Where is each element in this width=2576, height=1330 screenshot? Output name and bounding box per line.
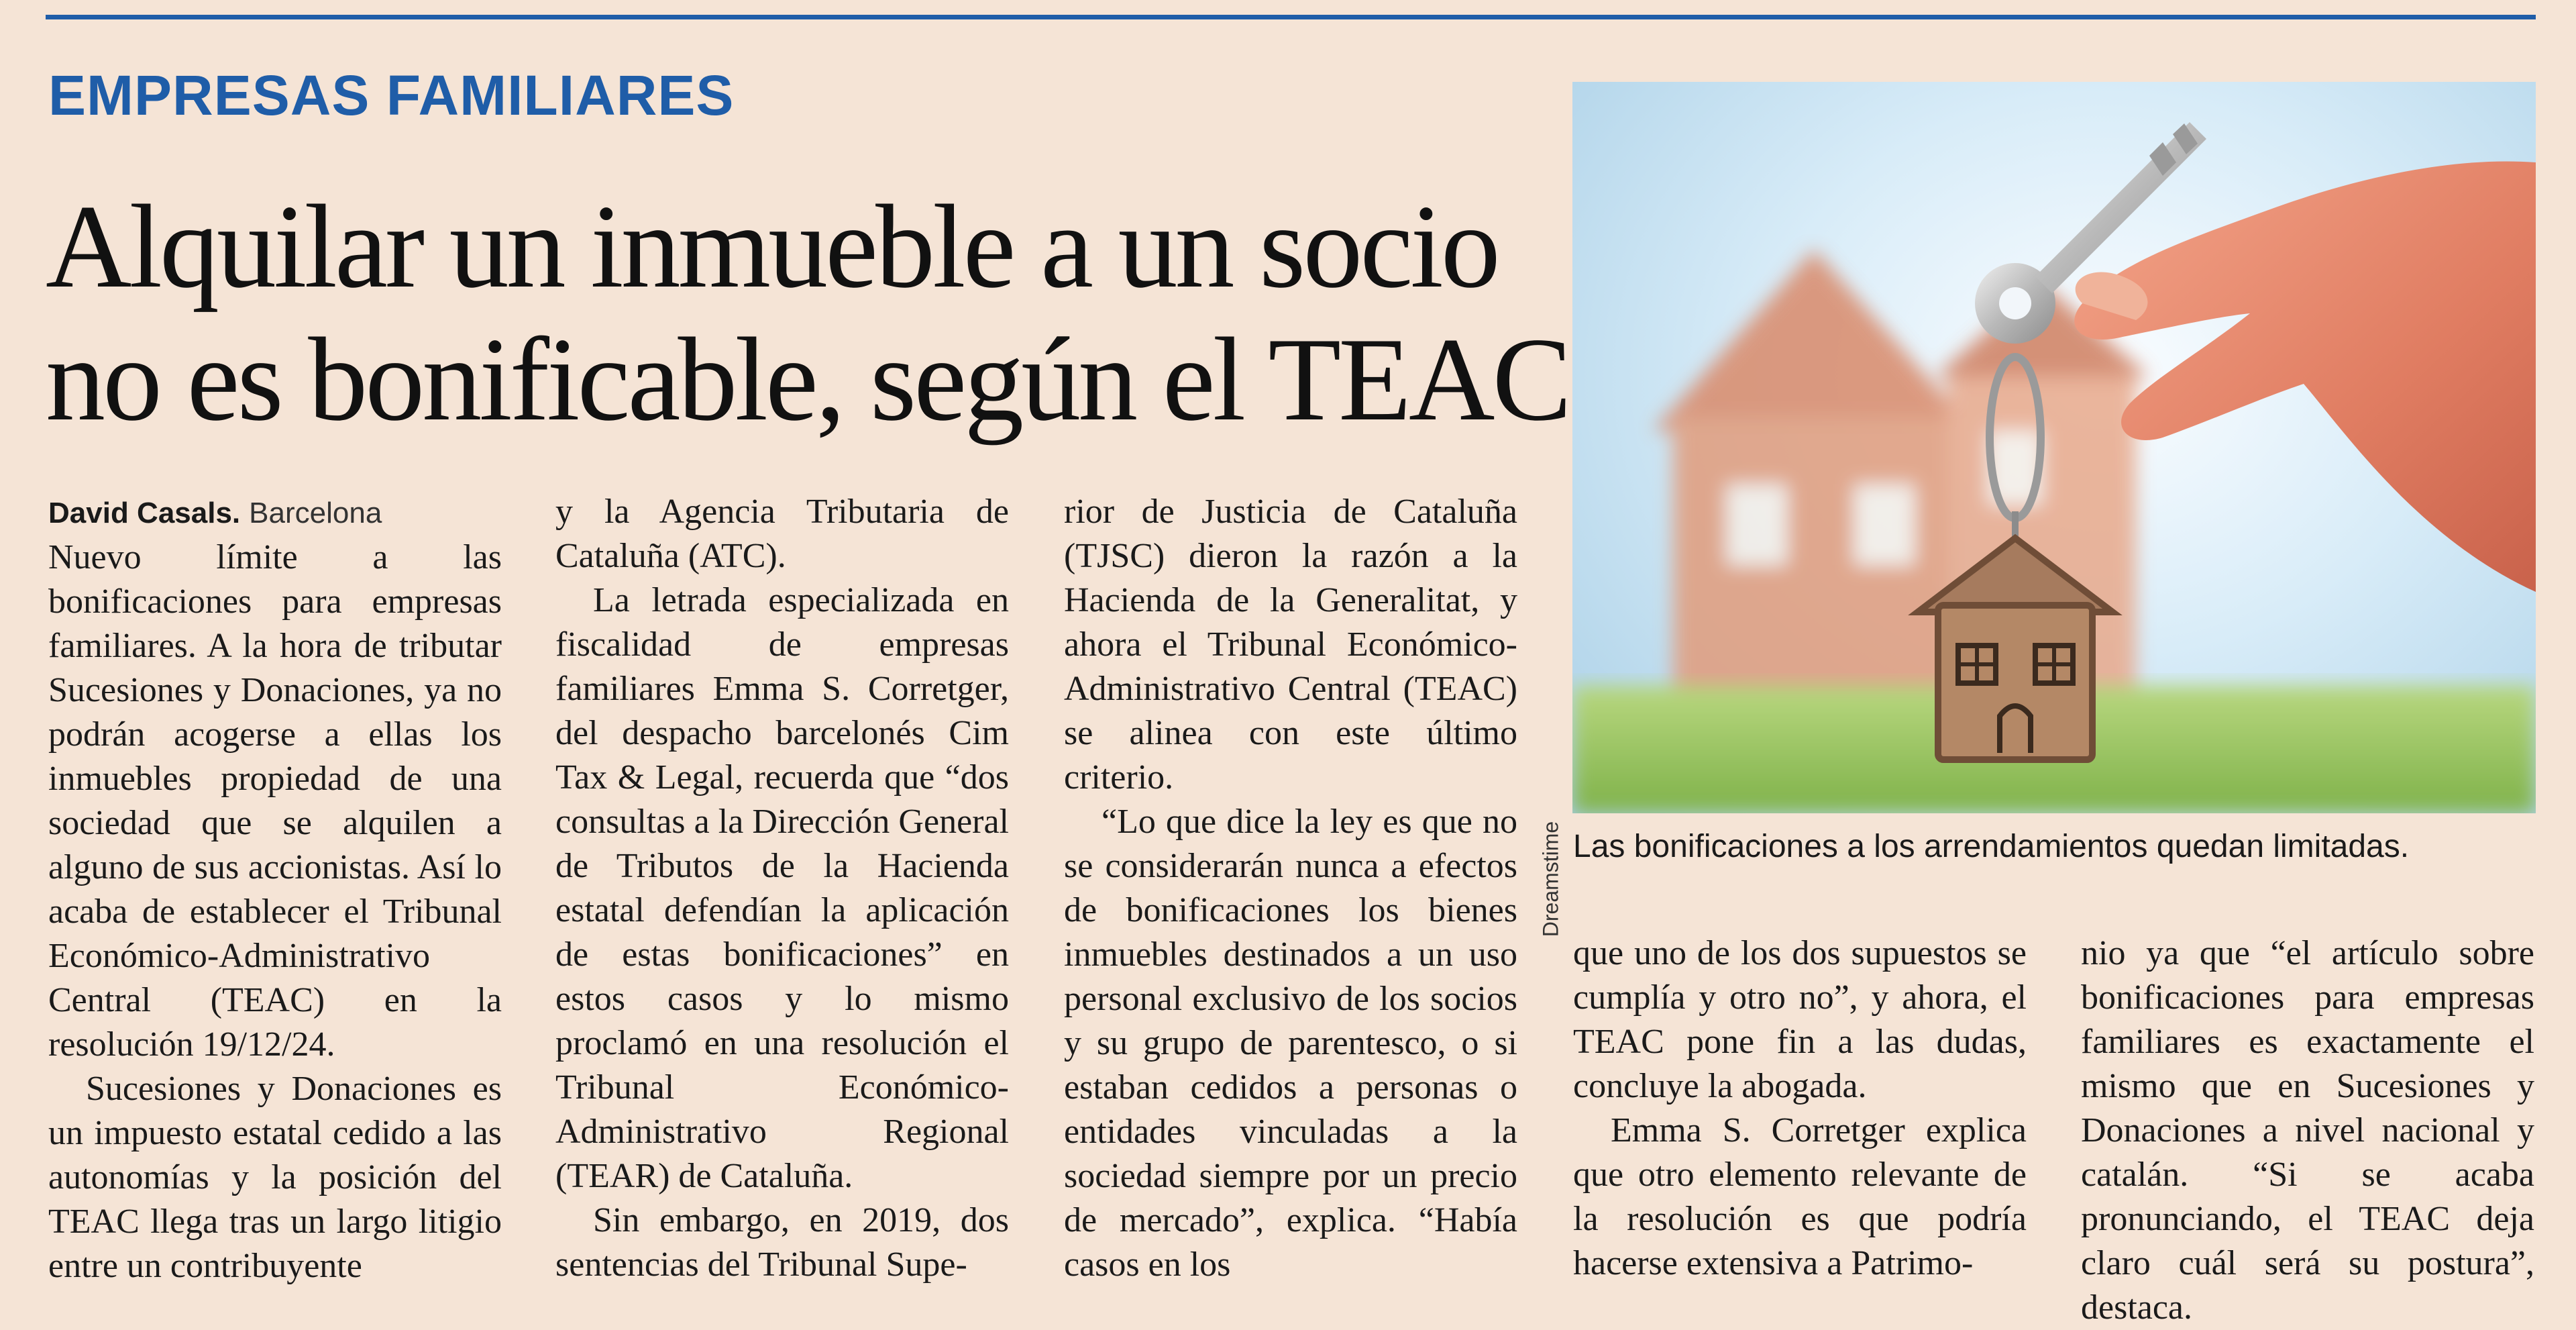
article-column-2 xyxy=(555,490,1009,1287)
house-key-illustration xyxy=(1572,82,2536,813)
byline xyxy=(48,490,502,535)
paragraph: “Lo que dice la ley es que no se considerarán nunca a efectos de bonificaciones los bienes inmuebles destinados a un uso personal exclusivo de los socios y su grupo de parentesco, o si estaban cedidos a personas o entidades vinculadas a la sociedad siempre por un precio de mercado”, explica. “Había casos en los xyxy=(1064,803,1517,1284)
paragraph: rior de Justicia de Cataluña (TJSC) dieron la razón a la Hacienda de la Generalitat, y ahora el Tribunal Económico-Administrativo Central (TEAC) se alinea con este último criterio. xyxy=(1064,493,1517,797)
article-column-1 xyxy=(48,490,502,1288)
paragraph: Nuevo límite a las bonificaciones para empresas familiares. A la hora de tributar Sucesiones y Donaciones, ya no podrán acogerse a ellas los inmuebles propiedad de una sociedad que se alquilen a alguno de sus accionistas. Así lo acaba de establecer el Tribunal Económico-Administrativo Central (TEAC) en la resolución 19/12/24. xyxy=(48,538,502,1064)
paragraph: La letrada especializada en fiscalidad de empresas familiares Emma S. Corretger, del despacho barcelonés Cim Tax & Legal, recuerda que “dos consultas a la Dirección General de Tributos de la Hacienda estatal defendían la aplicación de estas bonificaciones” en estos casos y lo mismo proclamó en una resolución el Tribunal Económico-Administrativo Regional (TEAR) de Cataluña. xyxy=(555,581,1009,1195)
headline xyxy=(46,180,1570,446)
byline-city: Barcelona xyxy=(249,497,382,529)
top-rule xyxy=(46,15,2536,19)
article-column-5 xyxy=(2081,931,2534,1330)
photo-credit-text: Dreamstime xyxy=(1538,821,1563,937)
headline-line-1: Alquilar un inmueble a un socio xyxy=(46,180,1498,313)
photo-caption: Las bonificaciones a los arrendamientos quedan limitadas. xyxy=(1573,829,2410,864)
byline-author: David Casals. xyxy=(48,497,241,529)
paragraph: Emma S. Corretger explica que otro elemento relevante de la resolución es que podría hacerse extensiva a Patrimo- xyxy=(1573,1111,2027,1282)
article-column-4 xyxy=(1573,931,2027,1286)
paragraph: que uno de los dos supuestos se cumplía y otro no”, y ahora, el TEAC pone fin a las dudas, concluye la abogada. xyxy=(1573,934,2027,1105)
paragraph: y la Agencia Tributaria de Cataluña (ATC). xyxy=(555,493,1009,575)
article-photo xyxy=(1572,82,2536,813)
paragraph: nio ya que “el artículo sobre bonificaciones para empresas familiares es exactamente el mismo que en Sucesiones y Donaciones a nivel nacional y catalán. “Si se acaba pronunciando, el TEAC deja claro cuál será su postura”, destaca. xyxy=(2081,934,2534,1327)
photo-credit xyxy=(1531,812,1571,946)
paragraph: Sucesiones y Donaciones es un impuesto estatal cedido a las autonomías y la posición del TEAC llega tras un largo litigio entre un contribuyente xyxy=(48,1070,502,1285)
article-column-3 xyxy=(1064,490,1517,1287)
section-label: EMPRESAS FAMILIARES xyxy=(48,64,735,127)
headline-line-2: no es bonificable, según el TEAC xyxy=(46,313,1570,446)
paragraph: Sin embargo, en 2019, dos sentencias del Tribunal Supe- xyxy=(555,1201,1009,1284)
